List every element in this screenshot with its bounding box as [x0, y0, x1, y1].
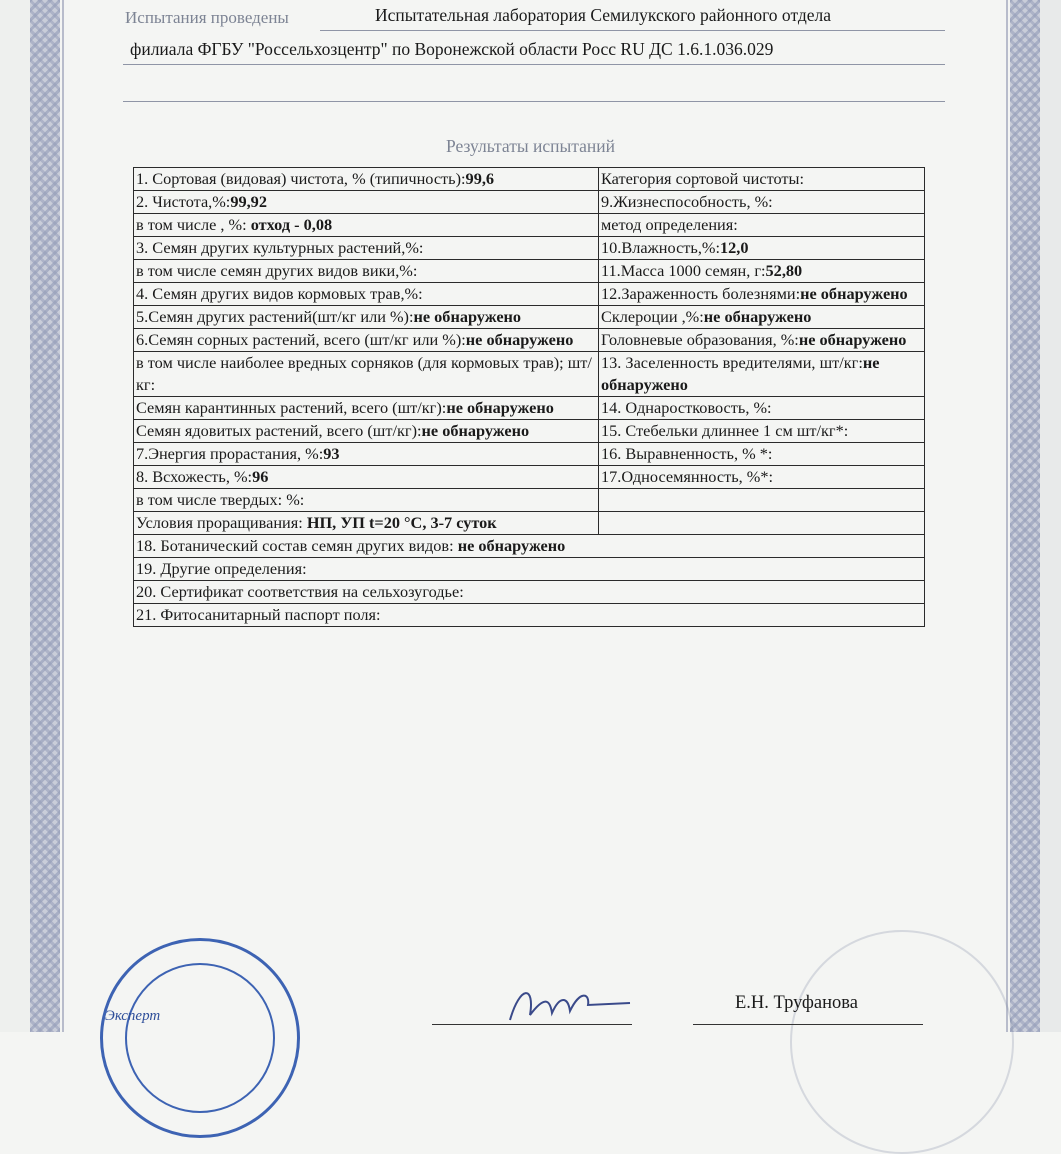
table-row	[134, 214, 925, 237]
cell-value: не обнаружено	[800, 284, 908, 303]
table-cell	[599, 168, 925, 191]
table-row	[134, 535, 925, 558]
table-cell	[134, 260, 599, 283]
table-row	[134, 581, 925, 604]
cell-label: 13. Заселенность вредителями, шт/кг:	[601, 353, 863, 372]
cell-value: 96	[252, 467, 269, 486]
cell-label: 3. Семян других культурных растений,%:	[136, 238, 424, 257]
cell-value: 99,92	[230, 192, 267, 211]
faint-background-stamp	[790, 930, 1014, 1154]
cell-value: не обнаружено	[798, 330, 907, 349]
cell-label: 16. Выравненность, % *:	[601, 444, 773, 463]
cell-value: не обнаружено	[703, 307, 812, 326]
table-cell	[134, 283, 599, 306]
tests-conducted-label: Испытания проведены	[125, 8, 289, 27]
cell-label: 10.Влажность,%:	[601, 238, 720, 257]
table-cell	[134, 443, 599, 466]
table-cell	[599, 214, 925, 237]
cell-label: Семян карантинных растений, всего (шт/кг):	[136, 398, 447, 417]
cell-label: Головневые образования, %:	[601, 330, 799, 349]
cell-label: 21. Фитосанитарный паспорт поля:	[136, 605, 381, 624]
table-row	[134, 466, 925, 489]
signature-line	[432, 1024, 632, 1025]
header-underline-1	[320, 30, 945, 31]
results-table	[133, 167, 925, 627]
table-cell	[134, 352, 599, 397]
table-cell	[599, 306, 925, 329]
cell-label: 15. Стебельки длиннее 1 см шт/кг*:	[601, 421, 849, 440]
table-cell	[599, 237, 925, 260]
cell-value: 12,0	[720, 238, 749, 257]
cell-value: не обнаружено	[413, 307, 522, 326]
cell-value: 99,6	[465, 169, 495, 188]
table-row	[134, 168, 925, 191]
cell-value: 52,80	[765, 261, 803, 280]
table-row	[134, 329, 925, 352]
table-row	[134, 352, 925, 397]
table-row	[134, 604, 925, 627]
cell-value: не обнаружено	[421, 421, 530, 440]
header-underline-2	[123, 64, 945, 65]
cell-value: не обнаружено	[446, 398, 554, 417]
table-cell	[134, 604, 925, 627]
cell-label: метод определения:	[601, 215, 738, 234]
cell-label: в том числе , %:	[136, 215, 251, 234]
cell-label: в том числе твердых: %:	[136, 490, 305, 509]
cell-value: отход - 0,08	[250, 215, 333, 234]
table-cell	[134, 397, 599, 420]
table-cell	[134, 489, 599, 512]
cell-label: 18. Ботанический состав семян других видов:	[136, 536, 458, 555]
signatory-name: Е.Н. Труфанова	[735, 993, 858, 1013]
cell-label: 12.Зараженность болезнями:	[601, 284, 801, 303]
laboratory-line-2: филиала ФГБУ "Россельхозцентр" по Воронежской области Росс RU ДС 1.6.1.036.029	[130, 39, 774, 59]
table-cell	[134, 558, 925, 581]
organization-stamp	[100, 938, 300, 1138]
cell-value: не обнаружено	[601, 353, 880, 394]
cell-label: 17.Односемянность, %*:	[601, 467, 773, 486]
cell-label: в том числе наиболее вредных сорняков (для кормовых трав); шт/кг:	[136, 353, 592, 394]
table-cell	[599, 466, 925, 489]
table-row	[134, 558, 925, 581]
table-cell	[134, 512, 599, 535]
table-cell	[599, 260, 925, 283]
table-cell	[134, 329, 599, 352]
table-cell	[599, 420, 925, 443]
cell-value: не обнаружено	[457, 536, 566, 555]
table-cell	[134, 466, 599, 489]
cell-value: НП, УП t=20 °С, 3-7 суток	[306, 513, 497, 532]
cell-label: в том числе семян других видов вики,%:	[136, 261, 418, 280]
cell-label: 4. Семян других видов кормовых трав,%:	[136, 284, 423, 303]
table-row	[134, 512, 925, 535]
table-row	[134, 283, 925, 306]
table-row	[134, 489, 925, 512]
table-cell	[134, 168, 599, 191]
cell-label: 7.Энергия прорастания, %:	[136, 444, 324, 463]
table-row	[134, 237, 925, 260]
cell-value: 93	[323, 444, 340, 463]
header-underline-3	[123, 101, 945, 102]
cell-label: 11.Масса 1000 семян, г:	[601, 261, 766, 280]
cell-label: Склероции ,%:	[601, 307, 704, 326]
cell-value: не обнаружено	[465, 330, 574, 349]
cell-label: Категория сортовой чистоты:	[601, 169, 804, 188]
cell-label: 9.Жизнеспособность, %:	[601, 192, 773, 211]
table-row	[134, 420, 925, 443]
results-title: Результаты испытаний	[446, 136, 615, 156]
table-cell	[599, 397, 925, 420]
table-cell	[134, 237, 599, 260]
cell-label: 19. Другие определения:	[136, 559, 307, 578]
table-cell	[599, 489, 925, 512]
laboratory-line-1: Испытательная лаборатория Семилукского районного отдела	[375, 5, 832, 25]
stamp-text: Эксперт	[105, 1008, 161, 1024]
table-cell	[599, 191, 925, 214]
table-row	[134, 443, 925, 466]
name-line	[693, 1024, 923, 1025]
table-cell	[599, 443, 925, 466]
table-row	[134, 260, 925, 283]
table-cell	[134, 306, 599, 329]
table-cell	[599, 352, 925, 397]
table-cell	[599, 283, 925, 306]
cell-label: Семян ядовитых растений, всего (шт/кг):	[136, 421, 422, 440]
cell-label: Условия проращивания:	[136, 513, 307, 532]
table-cell	[599, 329, 925, 352]
table-cell	[134, 535, 925, 558]
cell-label: 14. Однаростковость, %:	[601, 398, 772, 417]
cell-label: 5.Семян других растений(шт/кг или %):	[136, 307, 414, 326]
table-cell	[134, 191, 599, 214]
cell-label: 8. Всхожесть, %:	[136, 467, 253, 486]
table-cell	[134, 214, 599, 237]
table-row	[134, 191, 925, 214]
table-cell	[599, 512, 925, 535]
cell-label: 20. Сертификат соответствия на сельхозугодье:	[136, 582, 464, 601]
cell-label: 6.Семян сорных растений, всего (шт/кг или %):	[136, 330, 466, 349]
table-row	[134, 397, 925, 420]
cell-label: 1. Сортовая (видовая) чистота, % (типичность):	[136, 169, 466, 188]
table-cell	[134, 420, 599, 443]
table-cell	[134, 581, 925, 604]
table-row	[134, 306, 925, 329]
cell-label: 2. Чистота,%:	[136, 192, 231, 211]
